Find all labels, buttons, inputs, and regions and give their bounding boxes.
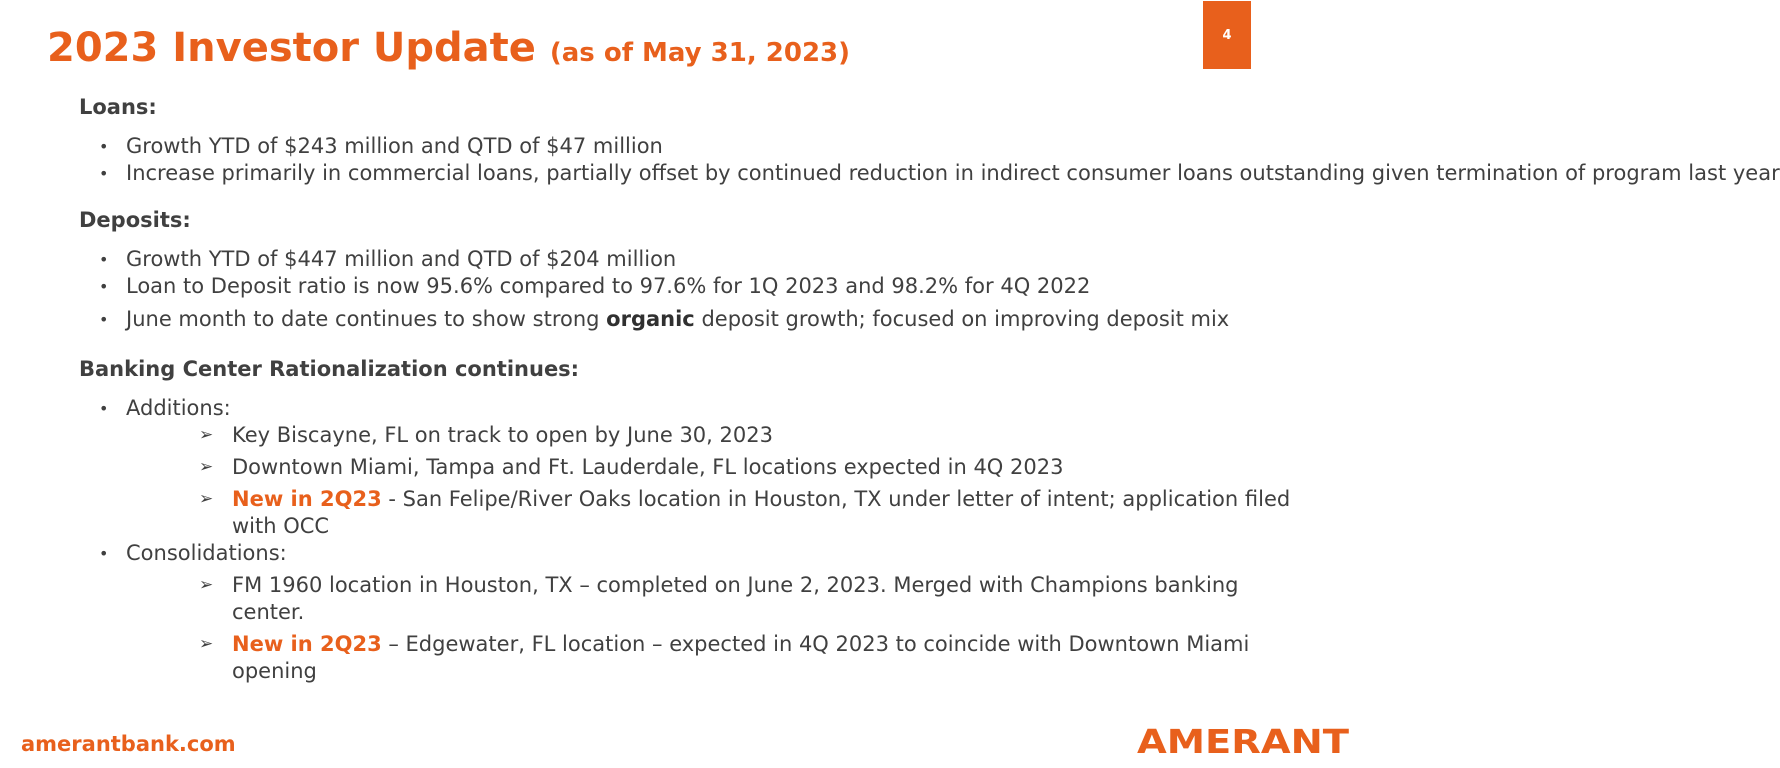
addition-item-downtown-miami: ➢ Downtown Miami, Tampa and Ft. Lauderdale, FL locations expected in 4Q 2023 [79, 454, 1349, 481]
addition-item-key-biscayne: ➢ Key Biscayne, FL on track to open by June 30, 2023 [79, 422, 1349, 449]
loans-list [79, 133, 1780, 187]
footer-url: amerantbank.com [21, 732, 236, 756]
deposits-item-june-bold: organic [606, 307, 695, 331]
consolidation-item-edgewater [79, 631, 1349, 685]
banking-list [79, 395, 1349, 422]
loans-item-growth: • Growth YTD of $243 million and QTD of $47 million [79, 133, 1349, 160]
deposits-item-ratio: • Loan to Deposit ratio is now 95.6% compared to 97.6% for 1Q 2023 and 98.2% for 4Q 2022 [79, 273, 1349, 300]
consolidation-edgewater-text: – Edgewater, FL location – expected in 4Q 2023 to coincide with Downtown Miami opening [232, 632, 1250, 683]
deposits-item-june-pre: June month to date continues to show strong [126, 307, 607, 331]
deposits-item-growth: • Growth YTD of $447 million and QTD of $204 million [79, 246, 1349, 273]
addition-item-san-felipe [79, 486, 1349, 540]
banking-item-consolidations: • Consolidations: [79, 540, 1349, 567]
addition-new-badge: New in 2Q23 [232, 487, 382, 511]
deposits-item-june [79, 306, 1349, 333]
banking-heading: Banking Center Rationalization continues: [79, 357, 580, 381]
consolidation-new-badge: New in 2Q23 [232, 632, 382, 656]
banking-list-2 [79, 540, 1349, 567]
additions-list [79, 422, 1349, 540]
deposits-item-june-post: deposit growth; focused on improving deposit mix [694, 307, 1230, 331]
page-number-badge: 4 [1203, 1, 1251, 69]
additions-label: Additions: [126, 396, 231, 420]
amerant-logo-text: AMERANT [1137, 722, 1350, 761]
deposits-heading: Deposits: [79, 208, 191, 232]
loans-item-increase: • Increase primarily in commercial loans, partially offset by continued reduction in indirect consumer loans outstanding given termination of program last year [79, 160, 1349, 187]
consolidation-item-fm1960: ➢ FM 1960 location in Houston, TX – completed on June 2, 2023. Merged with Champions banking center. [79, 572, 1349, 626]
slide-title-date: (as of May 31, 2023) [549, 38, 851, 68]
slide-title [47, 22, 850, 79]
addition-san-felipe-text: - San Felipe/River Oaks location in Houston, TX under letter of intent; application filed with OCC [232, 487, 1291, 538]
amerant-logo [1137, 722, 1350, 761]
deposits-list [79, 246, 1349, 333]
consolidations-list [79, 572, 1349, 685]
loans-heading: Loans: [79, 95, 157, 119]
banking-item-additions [79, 395, 1349, 422]
slide-title-main: 2023 Investor Update [47, 25, 536, 71]
slide-content [79, 94, 1780, 685]
